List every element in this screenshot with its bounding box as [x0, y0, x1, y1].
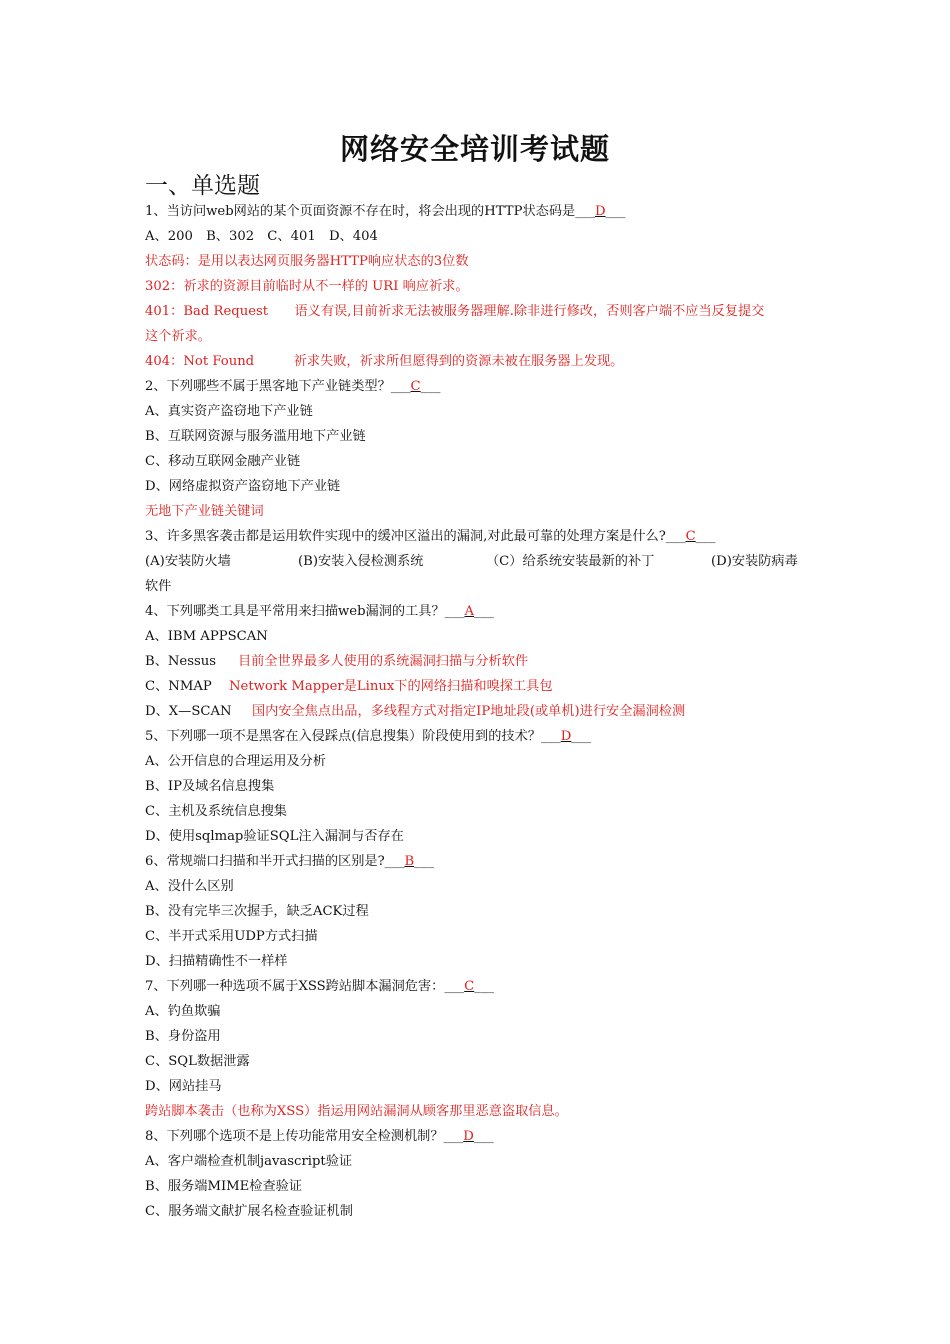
answer: D	[594, 204, 606, 219]
option: A、钓鱼欺骗	[145, 1004, 221, 1019]
answer: B	[404, 854, 415, 869]
note: Network Mapper是Linux下的网络扫描和嗅探工具包	[229, 679, 553, 694]
question-4	[145, 599, 815, 624]
question-5	[145, 724, 815, 749]
answer-blank: ___	[695, 529, 716, 544]
option: B、没有完毕三次握手，缺乏ACK过程	[145, 904, 369, 919]
answer-blank: ___	[473, 1129, 494, 1144]
option: A、IBM APPSCAN	[145, 629, 268, 644]
question-text: 3、许多黑客袭击都是运用软件实现中的缓冲区溢出的漏洞,对此最可靠的处理方案是什么?___	[145, 529, 686, 544]
question-3	[145, 524, 815, 549]
answer: C	[410, 379, 421, 394]
answer-blank: ___	[414, 854, 434, 869]
option-label: D、X—SCAN	[145, 704, 232, 719]
question-text: 7、下列哪一种选项不属于XSS跨站脚本漏洞危害：___	[145, 979, 465, 994]
option: B、身份盗用	[145, 1029, 221, 1044]
note: 跨站脚本袭击（也称为XSS）指运用网站漏洞从顾客那里恶意盗取信息。	[145, 1104, 568, 1119]
option: B、IP及域名信息搜集	[145, 779, 275, 794]
note: 无地下产业链关键词	[145, 504, 264, 519]
note: 302：祈求的资源目前临时从不一样的 URI 响应祈求。	[145, 279, 469, 294]
option: A、没什么区别	[145, 879, 234, 894]
document-title: 网络安全培训考试题	[339, 132, 610, 166]
question-7	[145, 974, 815, 999]
note: 国内安全焦点出品，多线程方式对指定IP地址段(或单机)进行安全漏洞检测	[252, 704, 686, 719]
option: (A)安装防火墙	[145, 554, 231, 569]
question-text: 4、下列哪类工具是平常用来扫描web漏洞的工具？___	[145, 604, 465, 619]
option: D、网站挂马	[145, 1079, 222, 1094]
answer-blank: ___	[605, 204, 626, 219]
option	[145, 699, 815, 724]
option: B、服务端MIME检查验证	[145, 1179, 303, 1194]
question-text: 8、下列哪个选项不是上传功能常用安全检测机制？___	[145, 1129, 464, 1144]
note: 401：Bad Request 语义有误,目前祈求无法被服务器理解.除非进行修改，否则客户端不应当反复提交	[145, 304, 765, 319]
answer: A	[464, 604, 474, 619]
option: D、扫描精确性不一样样	[145, 954, 288, 969]
question-1-options: A、200 B、302 C、401 D、404	[145, 229, 378, 244]
question-text: 5、下列哪一项不是黑客在入侵踩点(信息搜集）阶段使用到的技术？___	[145, 729, 561, 744]
answer: C	[685, 529, 696, 544]
question-text: 6、常规端口扫描和半开式扫描的区别是?___	[145, 854, 405, 869]
question-text: 2、下列哪些不属于黑客地下产业链类型？___	[145, 379, 411, 394]
option: （C）给系统安装最新的补丁	[486, 554, 655, 569]
option-continued: 软件	[145, 579, 172, 594]
option	[145, 674, 815, 699]
answer-blank: ___	[474, 979, 495, 994]
question-list	[145, 199, 815, 1224]
option: (B)安装入侵检测系统	[298, 554, 424, 569]
option: C、移动互联网金融产业链	[145, 454, 301, 469]
answer: C	[464, 979, 475, 994]
note: 404：Not Found 祈求失败，祈求所但愿得到的资源未被在服务器上发现。	[145, 354, 624, 369]
question-6	[145, 849, 815, 874]
option: B、互联网资源与服务滥用地下产业链	[145, 429, 366, 444]
note: 状态码：是用以表达网页服务器HTTP响应状态的3位数	[145, 254, 469, 269]
option-label: B、Nessus	[145, 654, 217, 669]
question-text: 1、当访问web网站的某个页面资源不存在时，将会出现的HTTP状态码是___	[145, 204, 595, 219]
option: A、客户端检查机制javascript验证	[145, 1154, 353, 1169]
answer-blank: ___	[474, 604, 494, 619]
question-1	[145, 199, 815, 224]
option: (D)安装防病毒	[711, 554, 798, 569]
option-label: C、NMAP	[145, 679, 212, 694]
question-2	[145, 374, 815, 399]
answer: D	[560, 729, 572, 744]
note: 这个祈求。	[145, 329, 211, 344]
section-heading: 一、单选题	[145, 173, 260, 199]
note: 目前全世界最多人使用的系统漏洞扫描与分析软件	[238, 654, 529, 669]
question-8	[145, 1124, 815, 1149]
option: A、公开信息的合理运用及分析	[145, 754, 326, 769]
answer-blank: ___	[571, 729, 592, 744]
option: C、SQL数据泄露	[145, 1054, 250, 1069]
option: A、真实资产盗窃地下产业链	[145, 404, 313, 419]
option: C、服务端文献扩展名检查验证机制	[145, 1204, 353, 1219]
answer-blank: ___	[420, 379, 441, 394]
option: D、网络虚拟资产盗窃地下产业链	[145, 479, 341, 494]
answer: D	[463, 1129, 474, 1144]
option: C、主机及系统信息搜集	[145, 804, 287, 819]
option: C、半开式采用UDP方式扫描	[145, 929, 318, 944]
question-3-options	[145, 549, 815, 574]
option	[145, 649, 815, 674]
option: D、使用sqlmap验证SQL注入漏洞与否存在	[145, 829, 404, 844]
